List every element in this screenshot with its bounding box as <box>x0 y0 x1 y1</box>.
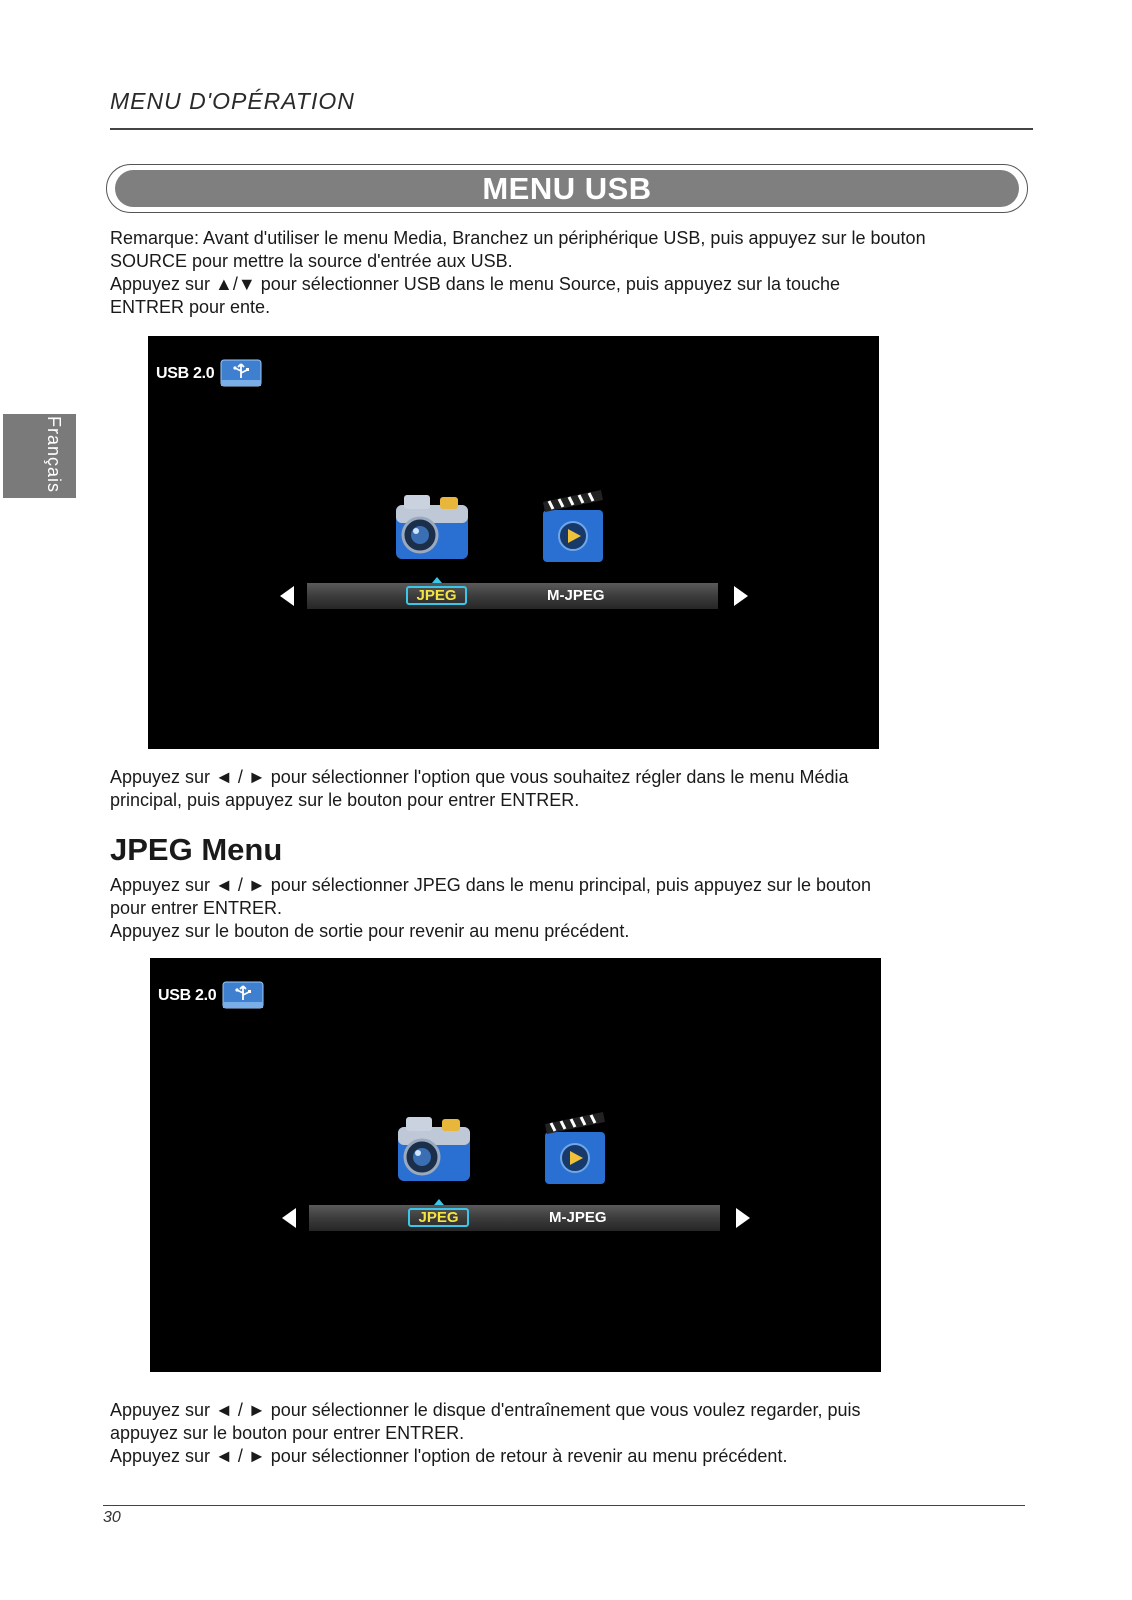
jpeg-line: Appuyez sur le bouton de sortie pour revenir au menu précédent. <box>110 921 630 941</box>
intro-line: ENTRER pour ente. <box>110 297 271 317</box>
arrow-left-icon[interactable] <box>279 585 295 607</box>
header-divider <box>110 128 1033 130</box>
navigation-line: Appuyez sur ◄ / ► pour sélectionner l'option que vous souhaitez régler dans le menu Média <box>110 767 849 787</box>
navigation-line: principal, puis appuyez sur le bouton pour entrer ENTRER. <box>110 790 580 810</box>
usb-drive-icon <box>222 980 264 1010</box>
arrow-right-icon[interactable] <box>733 585 749 607</box>
footer-divider <box>103 1505 1025 1506</box>
media-menu-bar <box>309 1205 720 1231</box>
banner-fill <box>115 170 1019 207</box>
closing-paragraph <box>110 1399 861 1468</box>
media-menu-bar <box>307 583 718 609</box>
intro-line: SOURCE pour mettre la source d'entrée aux USB. <box>110 251 513 271</box>
jpeg-line: pour entrer ENTRER. <box>110 898 283 918</box>
mjpeg-option[interactable]: M-JPEG <box>549 1209 607 1226</box>
selection-caret <box>434 1199 444 1205</box>
arrow-right-icon[interactable] <box>735 1207 751 1229</box>
navigation-paragraph <box>110 766 848 812</box>
intro-paragraph <box>110 227 926 319</box>
mjpeg-option[interactable]: M-JPEG <box>547 587 605 604</box>
language-side-tab <box>3 414 76 498</box>
jpeg-paragraph <box>110 874 871 943</box>
jpeg-line: Appuyez sur ◄ / ► pour sélectionner JPEG dans le menu principal, puis appuyez sur le bouton <box>110 875 872 895</box>
language-tab-label: Français <box>44 416 64 494</box>
closing-line: Appuyez sur ◄ / ► pour sélectionner l'option de retour à revenir au menu précédent. <box>110 1446 788 1466</box>
menu-usb-banner <box>106 164 1028 213</box>
usb-label: USB 2.0 <box>158 987 217 1004</box>
page-number: 30 <box>103 1509 121 1526</box>
arrow-left-icon[interactable] <box>281 1207 297 1229</box>
jpeg-option[interactable]: JPEG <box>406 586 467 605</box>
usb-media-screen-2 <box>150 958 881 1372</box>
page-header-title: MENU D'OPÉRATION <box>110 88 355 114</box>
camera-icon <box>394 491 470 563</box>
closing-line: Appuyez sur ◄ / ► pour sélectionner le disque d'entraînement que vous voulez regarder, puis <box>110 1400 861 1420</box>
jpeg-option[interactable]: JPEG <box>408 1208 469 1227</box>
movie-clapper-icon <box>539 486 607 566</box>
closing-line: appuyez sur le bouton pour entrer ENTRER. <box>110 1423 465 1443</box>
banner-title: MENU USB <box>482 170 652 206</box>
camera-icon <box>396 1113 472 1185</box>
intro-line: Appuyez sur ▲/▼ pour sélectionner USB dans le menu Source, puis appuyez sur la touche <box>110 274 841 294</box>
intro-line: Remarque: Avant d'utiliser le menu Media, Branchez un périphérique USB, puis appuyez sur le bouton <box>110 228 926 248</box>
usb-drive-icon <box>220 358 262 388</box>
selection-caret <box>432 577 442 583</box>
movie-clapper-icon <box>541 1108 609 1188</box>
jpeg-menu-heading: JPEG Menu <box>110 832 283 867</box>
usb-label: USB 2.0 <box>156 365 215 382</box>
usb-media-screen-1 <box>148 336 879 749</box>
